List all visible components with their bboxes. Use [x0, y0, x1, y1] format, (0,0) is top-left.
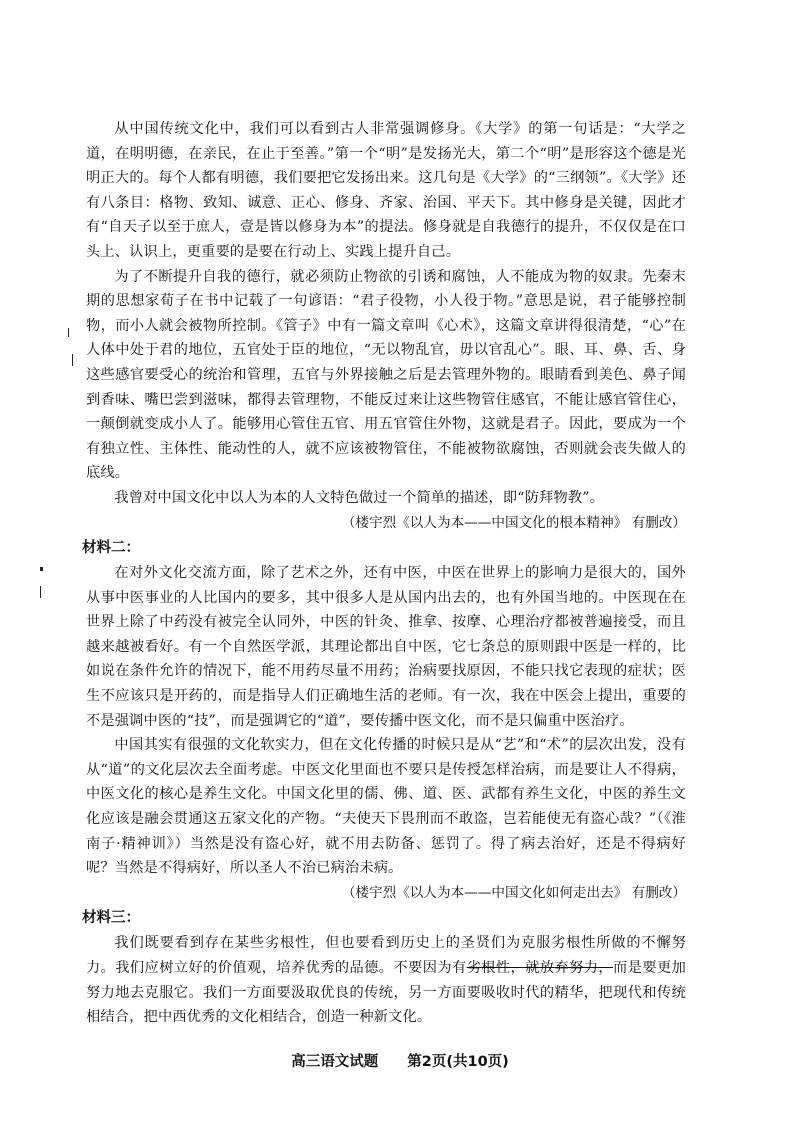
page-footer	[0, 1050, 800, 1071]
struck-text: 劣根性，就放弃努力，	[466, 960, 614, 976]
paragraph-text: 而是要更加努力地去克服它。我们一方面要汲取优良的传统，另一方面要吸收时代的精华，把现代和传统相结合，把中西优秀的文化相结合，创造一种新文化。	[86, 960, 686, 1026]
section-label: 材料二：	[82, 540, 140, 557]
exam-title: 高三语文试题	[291, 1054, 379, 1070]
section-label: 材料三：	[82, 910, 140, 927]
paragraph: 我曾对中国文化中以人为本的人文特色做过一个简单的描述，即“防拜物教”。	[114, 489, 605, 506]
paragraph: 从中国传统文化中，我们可以看到古人非常强调修身。《大学》的第一句话是：“大学之道，在明明德，在亲民，在止于至善。”第一个“明”是发扬光大，第二个“明”是形容这个德是光明正大的。每个人都有明德，我们要把它发扬出来。这几句是《大学》的“三纲领”。《大学》还有八条目：格物、致知、诚意、正心、修身、齐家、治国、平天下。其中修身是关键，因此才有“自天子以至于庶人，壹是皆以修身为本”的提法。修身就是自我德行的提升，不仅仅是在口头上、认识上，更重要的是要在行动上、实践上提升自己。	[86, 121, 686, 260]
paragraph-text: 我们既要看到存在某些劣根性，但也要看到历史上的圣贤们为克服劣根性所做的不懈努力。我们应树立好的价值观，培养优秀的品德。不要因为有	[86, 935, 686, 976]
scan-mark	[40, 567, 43, 571]
paragraph	[86, 931, 686, 1029]
scan-mark	[68, 328, 69, 337]
paragraph: 中国其实有很强的文化软实力，但在文化传播的时候只是从“艺”和“术”的层次出发，没有从“道”的文化层次去全面考虑。中医文化里面也不要只是传授怎样治病，而是要让人不得病，中医文化的核心是养生文化。中国文化里的儒、佛、道、医、武都有养生文化，中医的养生文化应该是融会贯通这五家文化的产物。“夫使天下畏刑而不敢盗，岂若能使无有盗心哉？”（《淮南子·精神训》）当然是没有盗心好，就不用去防备、惩罚了。得了病去治好，还是不得病好呢？当然是不得病好，所以圣人不治已病治未病。	[86, 737, 686, 877]
scan-mark	[72, 354, 73, 366]
source-citation: （楼宇烈《以人为本——中国文化的根本精神》 有删改）	[341, 514, 686, 531]
scan-mark	[40, 586, 41, 598]
paragraph: 在对外文化交流方面，除了艺术之外，还有中医，中医在世界上的影响力是很大的，国外从事中医事业的人比国内的要多，其中很多人是从国内出去的，也有外国当地的。中医现在在世界上除了中药没有被完全认同外，中医的针灸、推拿、按摩、心理治疗都被普遍接受，而且越来越被看好。有一个自然医学派，其理论都出自中医，它七条总的原则跟中医是一样的，比如说在条件允许的情况下，能不用药尽量不用药；治病要找原因，不能只找它表现的症状；医生不应该只是开药的，而是指导人们正确地生活的老师。有一次，我在中医会上提出，重要的不是强调中医的“技”，而是强调它的“道”，要传播中医文化，而不是只偏重中医治疗。	[86, 565, 686, 729]
paragraph: 为了不断提升自我的德行，就必须防止物欲的引诱和腐蚀，人不能成为物的奴隶。先秦末期的思想家荀子在书中记载了一句谚语：“君子役物，小人役于物。”意思是说，君子能够控制物，而小人就会被物所控制。《管子》中有一篇文章叫《心术》，这篇文章讲得很清楚，“心”在人体中处于君的地位，五官处于臣的地位，“无以物乱官，毋以官乱心”。眼、耳、鼻、舌、身这些感官要受心的统治和管理，五官与外界接触之后是去管理外物的。眼睛看到美色、鼻子闻到香味、嘴巴尝到滋味，都得去管理物，不能反过来让这些物管住感官，不能让感官管住心，一颠倒就变成小人了。能够用心管住五官、用五官管住外物，这就是君子。因此，要成为一个有独立性、主体性、能动性的人，就不应该被物管住，不能被物欲腐蚀，否则就会丧失做人的底线。	[86, 268, 686, 482]
source-citation: （楼宇烈《以人为本——中国文化如何走出去》 有删改）	[341, 884, 686, 901]
document-body	[82, 117, 686, 1030]
page-number: 第2页(共10页)	[407, 1054, 509, 1070]
